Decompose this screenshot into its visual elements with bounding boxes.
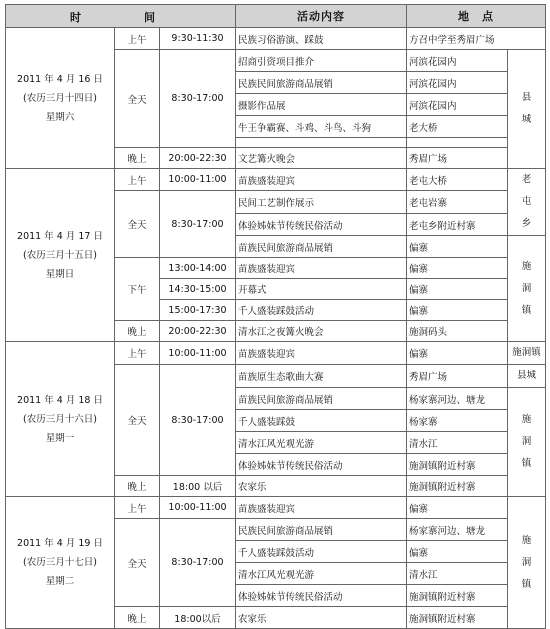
activity-name: 体验姊妹节传统民俗活动	[236, 454, 407, 476]
activity-location: 杨家寨河边、塘龙	[407, 519, 508, 541]
time-range: 8:30-17:00	[160, 50, 236, 148]
activity-name: 苗族盛装迎宾	[236, 497, 407, 519]
table-row	[6, 497, 546, 519]
activity-location: 老屯大桥	[407, 169, 508, 191]
header-time-char-1: 时	[70, 11, 82, 24]
activity-name: 民族民间旅游商品展销	[236, 72, 407, 94]
period-label: 晚上	[115, 148, 160, 169]
activity-spacer	[236, 138, 407, 148]
activity-name: 农家乐	[236, 607, 407, 629]
activity-location: 施洞镇附近村寨	[407, 476, 508, 497]
time-range: 20:00-22:30	[160, 321, 236, 342]
activity-name: 民间工艺制作展示	[236, 191, 407, 214]
venue-area	[508, 497, 546, 629]
activity-name: 文艺篝火晚会	[236, 148, 407, 169]
header-row	[6, 5, 546, 28]
activity-name: 苗族盛装迎宾	[236, 258, 407, 279]
venue-area-char: 洞	[521, 282, 532, 294]
table-row	[6, 169, 546, 191]
activity-location: 施洞镇附近村寨	[407, 454, 508, 476]
activity-location: 河滨花园内	[407, 72, 508, 94]
header-time	[6, 5, 236, 28]
activity-location: 河滨花园内	[407, 50, 508, 72]
time-range: 14:30-15:00	[160, 279, 236, 300]
activity-schedule-table	[5, 4, 546, 629]
time-range: 8:30-17:00	[160, 519, 236, 607]
venue-area	[508, 50, 546, 169]
time-range: 18:00 以后	[160, 476, 236, 497]
period-label: 全天	[115, 191, 160, 258]
venue-area	[508, 236, 546, 342]
activity-name: 民族民间旅游商品展销	[236, 519, 407, 541]
activity-location: 杨家寨	[407, 410, 508, 432]
activity-name: 苗族民间旅游商品展销	[236, 388, 407, 410]
period-label: 上午	[115, 169, 160, 191]
time-range: 15:00-17:30	[160, 300, 236, 321]
period-label: 下午	[115, 258, 160, 321]
activity-name: 千人盛装踩鼓活动	[236, 300, 407, 321]
period-label: 晚上	[115, 476, 160, 497]
activity-location: 杨家寨河边、塘龙	[407, 388, 508, 410]
activity-location: 秀眉广场	[407, 365, 508, 388]
day-weekday: 星期日	[45, 268, 75, 280]
period-label: 晚上	[115, 321, 160, 342]
day-lunar-date: (农历三月十五日)	[23, 249, 97, 261]
table-row	[6, 342, 546, 365]
day-date: 2011 年 4 月 16 日	[17, 73, 103, 85]
table-row	[6, 28, 546, 50]
activity-location: 施洞镇附近村寨	[407, 585, 508, 607]
time-range: 20:00-22:30	[160, 148, 236, 169]
activity-name: 农家乐	[236, 476, 407, 497]
activity-name: 苗族盛装迎宾	[236, 342, 407, 365]
activity-location: 老大桥	[407, 116, 508, 138]
venue-area-char: 施	[521, 260, 532, 272]
activity-location: 老屯岩寨	[407, 191, 508, 214]
time-range: 8:30-17:00	[160, 365, 236, 476]
location-spacer	[407, 138, 508, 148]
activity-name: 开幕式	[236, 279, 407, 300]
time-range: 9:30-11:30	[160, 28, 236, 50]
day-date: 2011 年 4 月 19 日	[17, 538, 103, 549]
venue-area-char: 县	[521, 92, 532, 103]
day-date-cell	[6, 497, 115, 629]
activity-location: 河滨花园内	[407, 94, 508, 116]
activity-location: 偏寨	[407, 236, 508, 258]
activity-name: 清水江风光观光游	[236, 563, 407, 585]
activity-location: 偏寨	[407, 279, 508, 300]
day-lunar-date: (农历三月十七日)	[23, 557, 97, 568]
time-range: 18:00以后	[160, 607, 236, 629]
activity-location: 偏寨	[407, 300, 508, 321]
activity-name: 苗族原生态歌曲大赛	[236, 365, 407, 388]
period-label: 上午	[115, 28, 160, 50]
venue-area-char: 老	[521, 174, 532, 185]
venue-area-char: 城	[521, 114, 532, 125]
venue-area-char: 施	[521, 534, 532, 546]
time-range: 10:00-11:00	[160, 497, 236, 519]
activity-name: 千人盛装踩鼓	[236, 410, 407, 432]
activity-name: 体验姊妹节传统民俗活动	[236, 585, 407, 607]
activity-name: 体验姊妹节传统民俗活动	[236, 214, 407, 236]
day-weekday: 星期一	[45, 432, 75, 444]
venue-area-char: 施	[521, 414, 532, 425]
time-range: 8:30-17:00	[160, 191, 236, 258]
day-date-cell	[6, 28, 115, 169]
header-location: 地 点	[407, 5, 546, 28]
activity-name: 清水江风光观光游	[236, 432, 407, 454]
venue-area-char: 洞	[521, 436, 532, 447]
day-weekday: 星期六	[45, 111, 75, 123]
activity-location: 方召中学至秀眉广场	[407, 28, 546, 50]
activity-location: 偏寨	[407, 258, 508, 279]
day-date-cell	[6, 169, 115, 342]
activity-location: 偏寨	[407, 342, 508, 365]
venue-area-char: 乡	[521, 218, 532, 229]
period-label: 全天	[115, 365, 160, 476]
header-time-char-2: 间	[144, 11, 156, 24]
venue-area	[508, 388, 546, 497]
day-date: 2011 年 4 月 17 日	[17, 230, 103, 242]
activity-location: 清水江	[407, 563, 508, 585]
activity-name: 摄影作品展	[236, 94, 407, 116]
time-range: 10:00-11:00	[160, 342, 236, 365]
venue-area: 县城	[508, 365, 546, 388]
venue-area-char: 镇	[521, 578, 532, 590]
period-label: 全天	[115, 519, 160, 607]
period-label: 上午	[115, 497, 160, 519]
time-range: 13:00-14:00	[160, 258, 236, 279]
activity-name: 民族习俗游演、踩鼓	[236, 28, 407, 50]
day-lunar-date: (农历三月十六日)	[23, 413, 97, 425]
day-weekday: 星期二	[45, 576, 75, 587]
activity-name: 招商引资项目推介	[236, 50, 407, 72]
venue-area-char: 镇	[521, 458, 532, 469]
activity-name: 苗族盛装迎宾	[236, 169, 407, 191]
period-label: 全天	[115, 50, 160, 148]
time-range: 10:00-11:00	[160, 169, 236, 191]
activity-location: 施洞码头	[407, 321, 508, 342]
venue-area	[508, 169, 546, 236]
period-label: 上午	[115, 342, 160, 365]
venue-area-char: 屯	[521, 196, 532, 207]
activity-location: 偏寨	[407, 541, 508, 563]
activity-name: 苗族民间旅游商品展销	[236, 236, 407, 258]
activity-location: 秀眉广场	[407, 148, 508, 169]
venue-area-char: 镇	[521, 304, 532, 316]
activity-location: 偏寨	[407, 497, 508, 519]
header-activity: 活动内容	[236, 5, 407, 28]
venue-area-char: 洞	[521, 556, 532, 568]
period-label: 晚上	[115, 607, 160, 629]
activity-name: 千人盛装踩鼓活动	[236, 541, 407, 563]
day-lunar-date: (农历三月十四日)	[23, 92, 97, 104]
day-date: 2011 年 4 月 18 日	[17, 394, 103, 406]
venue-area: 施洞镇	[508, 342, 546, 365]
activity-location: 施洞镇附近村寨	[407, 607, 508, 629]
activity-name: 清水江之夜篝火晚会	[236, 321, 407, 342]
day-date-cell	[6, 342, 115, 497]
activity-name: 牛王争霸赛、斗鸡、斗鸟、斗狗	[236, 116, 407, 138]
activity-location: 老屯乡附近村寨	[407, 214, 508, 236]
activity-location: 清水江	[407, 432, 508, 454]
